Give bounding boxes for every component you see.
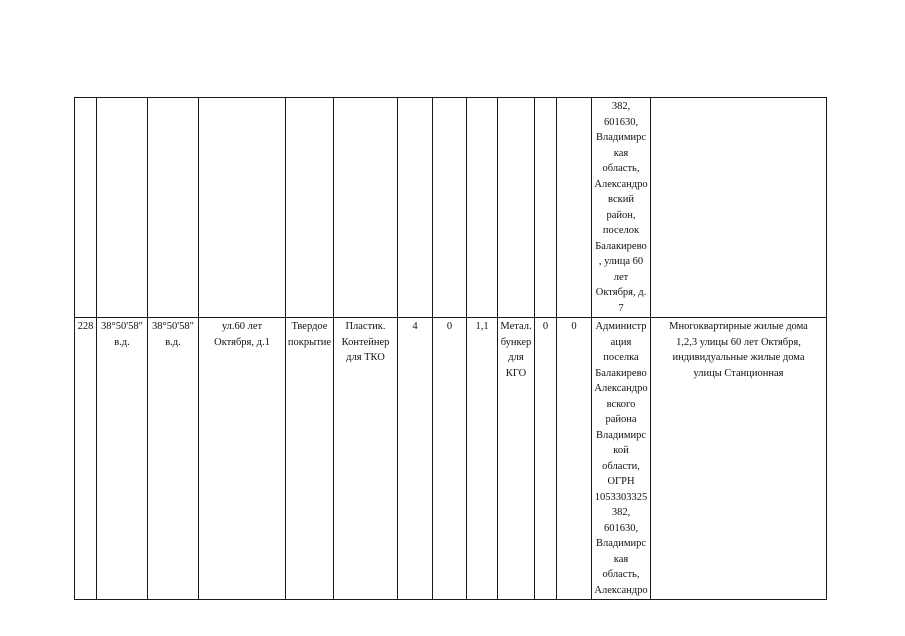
- cell-address: [199, 98, 286, 318]
- cell-volume: 1,1: [467, 318, 498, 600]
- cell-planned-count: [433, 98, 467, 318]
- cell-latitude: 38°50'58" в.д.: [97, 318, 148, 600]
- cell-latitude: [97, 98, 148, 318]
- table-row: [75, 318, 827, 600]
- table-row-continued: [75, 98, 827, 318]
- cell-number: 228: [75, 318, 97, 600]
- cell-bunkers-count: [535, 98, 557, 318]
- cell-bunkers-planned: [557, 98, 592, 318]
- cell-longitude: [148, 98, 199, 318]
- cell-bunker-type: [498, 98, 535, 318]
- cell-sources: Многоквартирные жилые дома 1,2,3 улицы 60 лет Октября, индивидуальные жилые дома улицы Станционная: [651, 318, 827, 600]
- cell-surface: [286, 98, 334, 318]
- cell-owner: Администр ация поселка Балакирево Александро вского района Владимирс кой области, ОГРН 1053303325 382, 601630, Владимирс кая область, Александро: [592, 318, 651, 600]
- cell-surface: Твердое покрытие: [286, 318, 334, 600]
- cell-address: ул.60 лет Октября, д.1: [199, 318, 286, 600]
- cell-container-type: [334, 98, 398, 318]
- cell-bunkers-planned: 0: [557, 318, 592, 600]
- cell-bunkers-count: 0: [535, 318, 557, 600]
- cell-containers-count: 4: [398, 318, 433, 600]
- cell-containers-count: [398, 98, 433, 318]
- cell-bunker-type: Метал. бункер для КГО: [498, 318, 535, 600]
- cell-longitude: 38°50'58" в.д.: [148, 318, 199, 600]
- cell-planned-count: 0: [433, 318, 467, 600]
- cell-container-type: Пластик. Контейнер для ТКО: [334, 318, 398, 600]
- cell-sources: [651, 98, 827, 318]
- cell-number: [75, 98, 97, 318]
- cell-volume: [467, 98, 498, 318]
- waste-sites-registry-table: [74, 97, 827, 600]
- cell-owner: 382, 601630, Владимирс кая область, Александро вский район, поселок Балакирево , улица 60 лет Октября, д. 7: [592, 98, 651, 318]
